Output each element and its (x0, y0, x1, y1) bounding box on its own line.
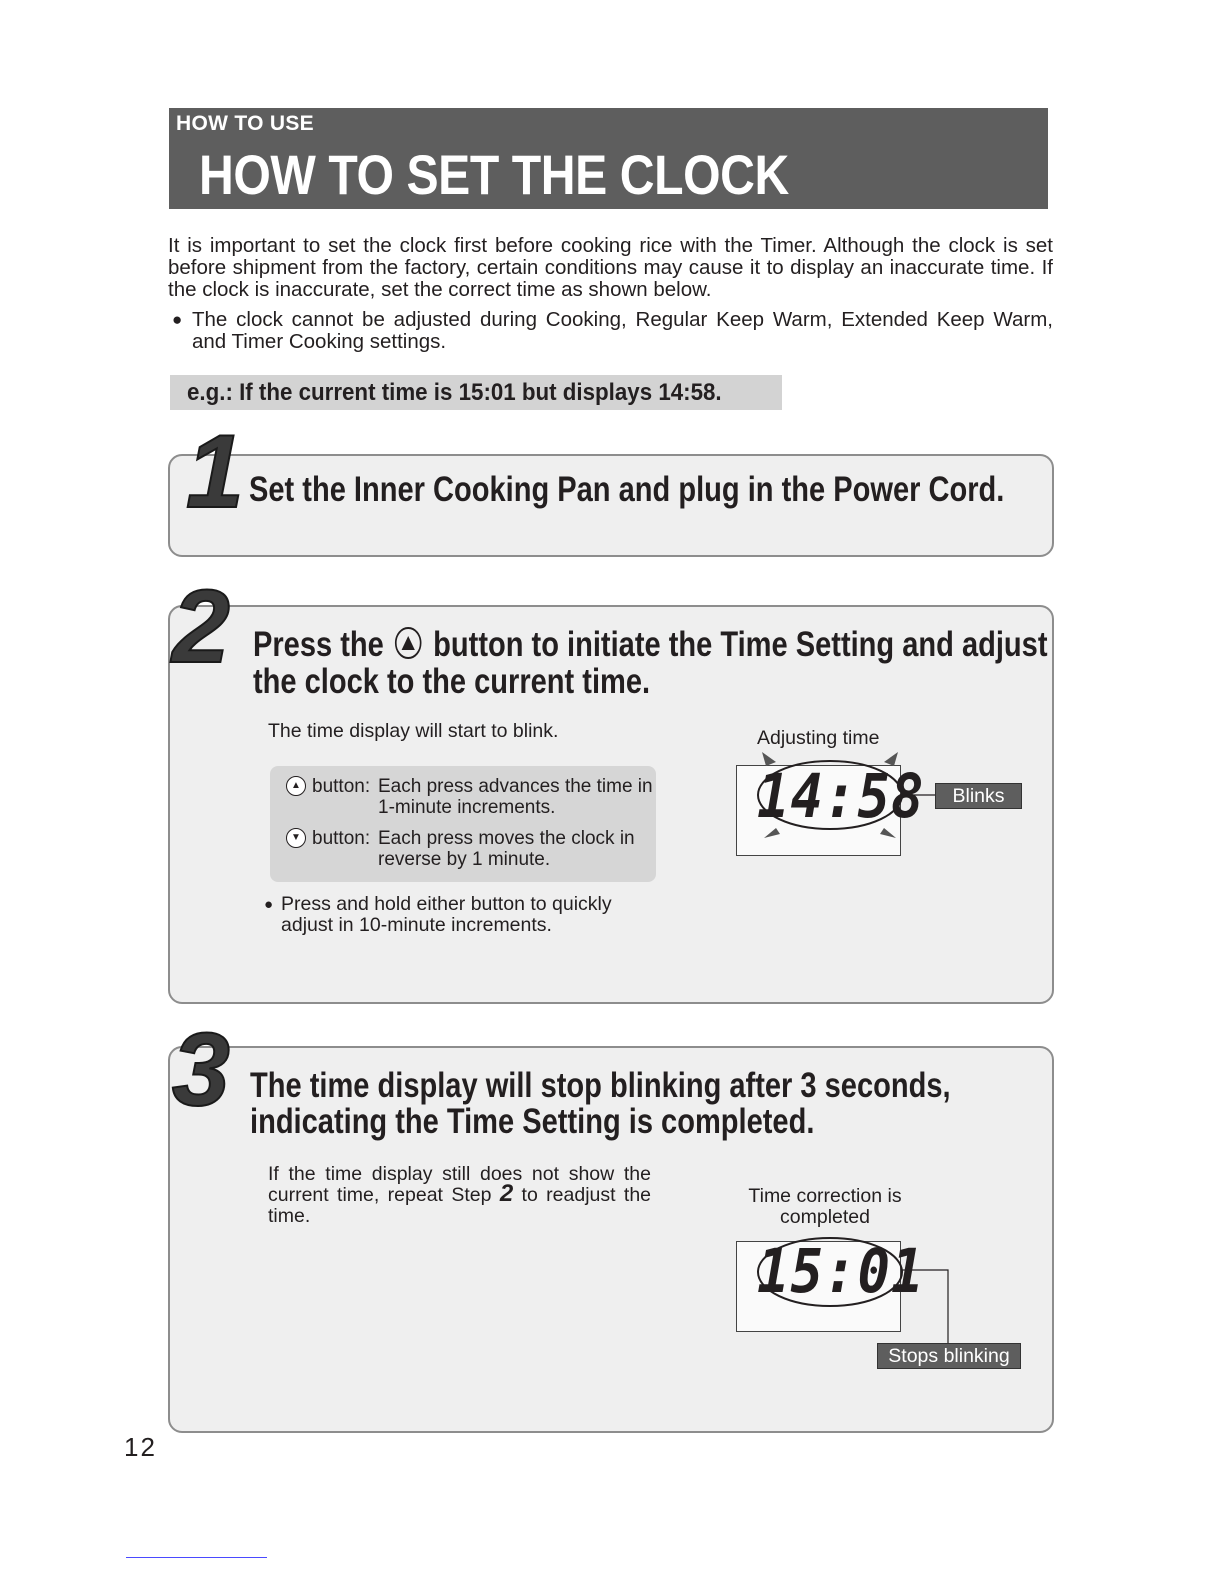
blinks-badge: Blinks (935, 783, 1022, 809)
step-2-number: 2 (172, 569, 230, 685)
down-button-desc: Each press moves the clock in reverse by 1 minute. (378, 828, 635, 870)
note-text: The clock cannot be adjusted during Cooking, Regular Keep Warm, Extended Keep Warm, and Timer Cooking settings. (192, 308, 1053, 353)
step-3-body (268, 1164, 651, 1227)
up-button-desc: Each press advances the time in 1-minute increments. (378, 776, 653, 818)
step-3-body-part2: to readjust the time. (268, 1184, 652, 1227)
hold-text: Press and hold either button to quickly adjust in 10-minute increments. (281, 893, 612, 936)
step-2-heading-line-1 (253, 627, 1048, 663)
example-text: e.g.: If the current time is 15:01 but displays 14:58. (187, 379, 722, 406)
adjusting-caption: Adjusting time (757, 727, 880, 749)
page-number: 12 (124, 1432, 157, 1462)
down-button-label: button: (312, 828, 371, 849)
clock-digits-adjusting: 14:58 (757, 761, 925, 832)
step-2-heading-line-2: the clock to the current time. (253, 662, 651, 701)
header-banner (169, 108, 1048, 209)
down-arrow-icon: ▼ (286, 828, 306, 848)
step-1-heading: Set the Inner Cooking Pan and plug in the Power Cord. (249, 470, 1005, 509)
bullet-icon: ● (264, 896, 274, 913)
blink-text: The time display will start to blink. (268, 720, 559, 742)
completed-caption-line-1: Time correction is (748, 1185, 902, 1207)
down-button-row (286, 828, 656, 872)
step-3-heading-line-2: indicating the Time Setting is completed. (250, 1102, 815, 1141)
note-bullet (172, 309, 1053, 353)
step-3-number: 3 (172, 1012, 230, 1128)
stops-blinking-badge: Stops blinking (877, 1343, 1021, 1369)
step-2-heading-part1: Press the (253, 625, 384, 664)
footer-rule (126, 1557, 267, 1558)
step-2-heading-part2: button to initiate the Time Setting and adjust (433, 625, 1048, 664)
up-button-row (286, 776, 656, 820)
completed-caption-line-2: completed (780, 1206, 870, 1228)
step-1-number: 1 (186, 414, 244, 530)
button-info-box (270, 766, 656, 882)
section-label: HOW TO USE (176, 112, 314, 135)
step-3-heading-line-1: The time display will stop blinking after 3 seconds, (250, 1066, 951, 1105)
hold-note (264, 894, 634, 936)
bullet-icon: ● (172, 310, 183, 329)
up-button-label: button: (312, 776, 371, 797)
step-ref-2: 2 (499, 1180, 514, 1207)
up-button-icon (395, 627, 422, 659)
step-3-body-part1: If the time display still does not show the current time, repeat Step (268, 1163, 651, 1206)
page-title: HOW TO SET THE CLOCK (199, 143, 789, 206)
up-arrow-icon: ▲ (286, 776, 306, 796)
completed-caption (735, 1186, 915, 1228)
example-strip (170, 375, 782, 410)
intro-paragraph: It is important to set the clock first before cooking rice with the Timer. Although the clock is set before shipment from the factory, certain conditions may cause it to display an inaccurate time. If the clock is inaccurate, set the correct time as shown below. (168, 234, 1053, 301)
clock-digits-completed: 15:01 (757, 1236, 925, 1307)
